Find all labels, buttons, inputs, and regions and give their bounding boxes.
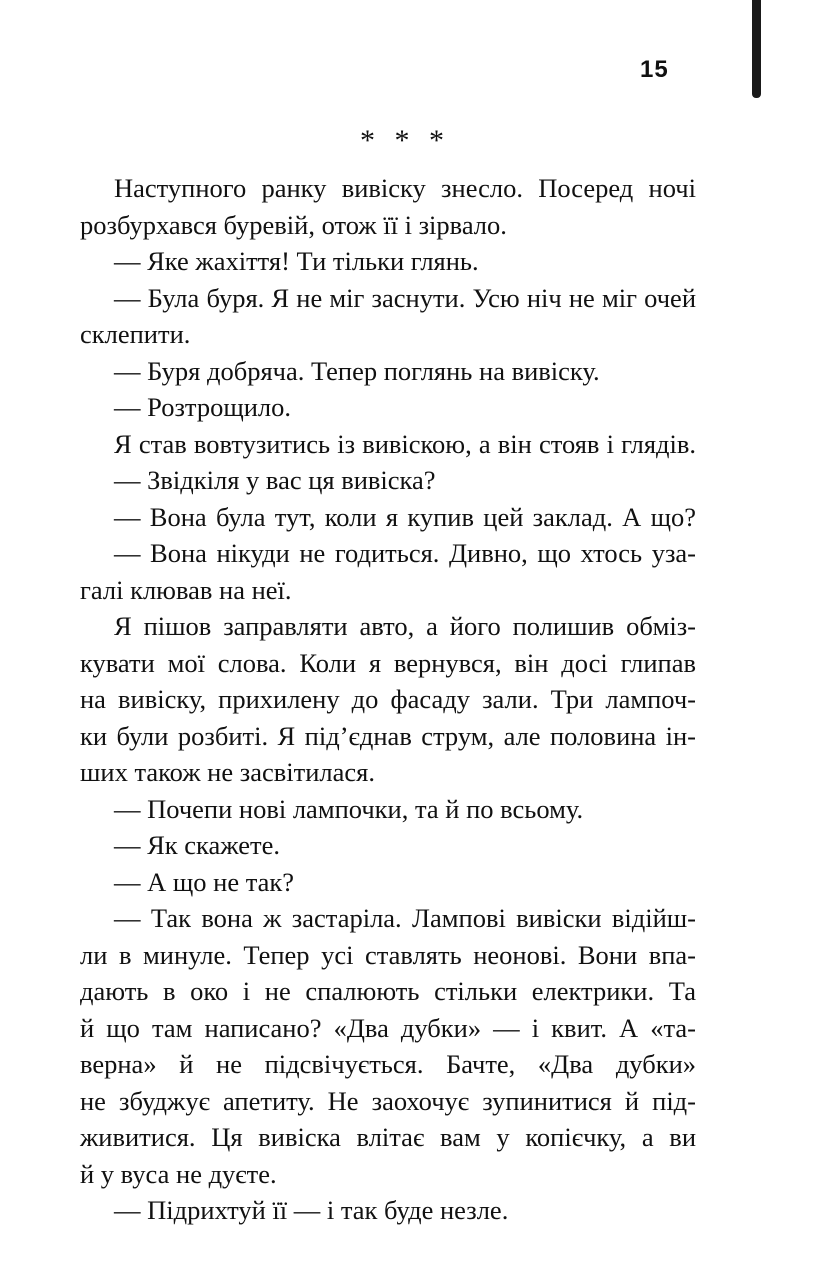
text-line: — Почепи нові лампочки, та й по всьому. <box>114 793 584 824</box>
text-line: — Буря добряча. Тепер поглянь на вивіску. <box>114 355 600 386</box>
text-line: Я став вовтузитись із вивіскою, а він стояв і глядів. <box>114 428 696 459</box>
text-line: й у вуса не дуєте. <box>80 1158 277 1189</box>
text-line: — Яке жахіття! Ти тільки глянь. <box>114 246 479 276</box>
text-line: не збуджує апетиту. Не заохочує зупинитися й під- <box>80 1085 696 1116</box>
text-line: галі клював на неї. <box>80 574 292 605</box>
text-line: й що там написано? «Два дубки» — і квит. А «та- <box>80 1012 696 1043</box>
text-line: ли в минуле. Тепер усі ставлять неонові. Вони впа- <box>80 939 696 970</box>
text-line: дають в око і не спалюють стільки електрики. Та <box>80 976 696 1006</box>
text-line: ших також не засвітилася. <box>80 757 375 787</box>
text-line: — А що не так? <box>114 866 295 897</box>
text-line: — Так вона ж застаріла. Лампові вивіски відійш- <box>114 903 696 933</box>
text-line: на вивіску, прихилену до фасаду зали. Три лампоч- <box>80 684 696 714</box>
text-line: Наступного ранку вивіску знесло. Посеред ночі <box>114 173 696 203</box>
text-line: — Була буря. Я не міг заснути. Усю ніч не міг очей <box>114 282 696 313</box>
page-number: 15 <box>640 56 669 83</box>
text-line: розбурхався буревій, отож її і зірвало. <box>80 209 507 240</box>
page-edge-bar <box>752 0 761 98</box>
text-line: — Вона нікуди не годиться. Дивно, що хтось уза- <box>114 538 696 568</box>
text-line: верна» й не підсвічується. Бачте, «Два дубки» <box>80 1049 696 1079</box>
text-line: — Звідкіля у вас ця вивіска? <box>114 465 436 495</box>
text-line: кувати мої слова. Коли я вернувся, він досі глипав <box>80 647 696 678</box>
text-line: склепити. <box>80 319 191 349</box>
text-line: — Підрихтуй її — і так буде незле. <box>114 1195 509 1225</box>
text-line: ки були розбиті. Я під’єднав струм, але половина ін- <box>80 720 696 751</box>
section-divider: * * * <box>360 124 450 157</box>
text-line: Я пішов заправляти авто, а його полишив обміз- <box>114 611 696 641</box>
text-line: — Розтрощило. <box>114 392 292 422</box>
text-line: — Вона була тут, коли я купив цей заклад. А що? <box>114 501 696 532</box>
text-line: живитися. Ця вивіска влітає вам у копієчку, а ви <box>80 1122 696 1152</box>
text-line: — Як скажете. <box>114 830 280 860</box>
